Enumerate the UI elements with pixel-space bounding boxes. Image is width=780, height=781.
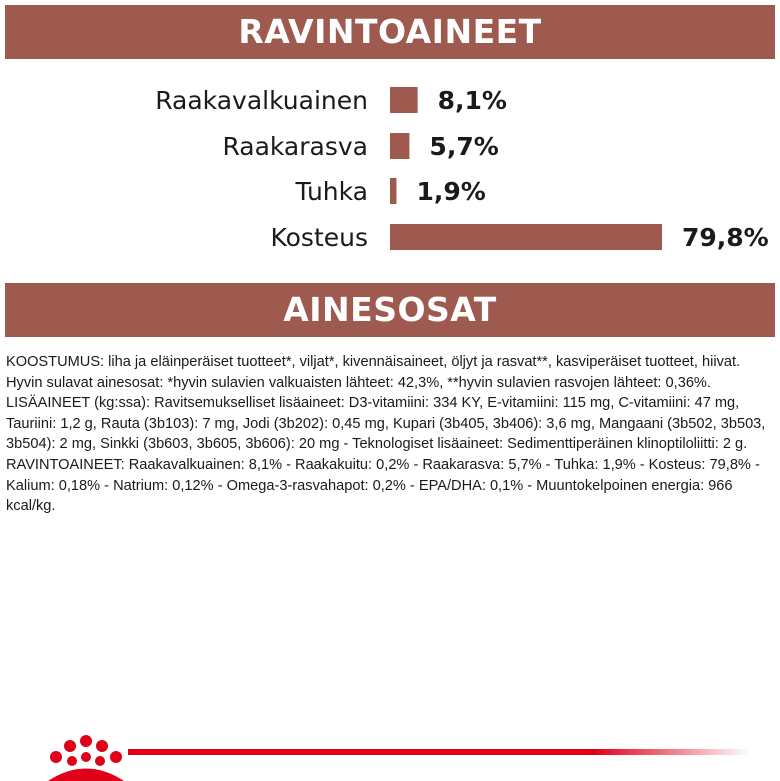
- nutrient-bar-chart: [0, 60, 780, 280]
- value-label: 79,8%: [682, 223, 769, 252]
- additives-paragraph: LISÄAINEET (kg:ssa): Ravitsemukselliset lisäaineet: D3-vitamiini: 334 KY, E-vitamiini: 115 mg, C-vitamiini: 47 mg, Tauriini: 1,2 g, Rauta (3b103): 7 mg, Jodi (3b202): 0,45 mg, Kupari (3b405, 3b406): 3,6 mg, Mangaani (3b502, 3b503, 3b504): 2 mg, Sinkki (3b603, 3b605, 3b606): 20 mg - Teknologiset lisäaineet: Sedimenttiperäinen klinoptiloliitti: 2 g.: [6, 395, 766, 453]
- ingredients-heading: AINESOSAT: [5, 283, 775, 337]
- bar: [390, 178, 396, 204]
- ingredients-text: [6, 352, 774, 517]
- nutrients-heading: RAVINTOAINEET: [5, 5, 775, 59]
- value-label: 8,1%: [437, 86, 507, 115]
- nutrients-paragraph: RAVINTOAINEET: Raakavalkuainen: 8,1% - Raakakuitu: 0,2% - Raakarasva: 5,7% - Tuhka: 1,9% - Kosteus: 79,8% - Kalium: 0,18% - Natrium: 0,12% - Omega-3-rasvahapot: 0,2% - EPA/DHA: 0,1% - Muuntokelpoinen energia: 966 kcal/kg.: [6, 456, 760, 515]
- category-label: Tuhka: [295, 177, 368, 206]
- bar: [390, 87, 418, 113]
- value-label: 1,9%: [416, 177, 486, 206]
- value-label: 5,7%: [429, 132, 499, 161]
- composition-paragraph: KOOSTUMUS: liha ja eläinperäiset tuotteet*, viljat*, kivennäisaineet, öljyt ja rasvat**, kasviperäiset tuotteet, hiivat. Hyvin sulavat ainesosat: *hyvin sulavien valkuaisten lähteet: 42,3%, **hyvin sulavien rasvojen lähteet: 0,36%.: [6, 354, 741, 391]
- category-label: Kosteus: [270, 223, 368, 252]
- category-label: Raakavalkuainen: [155, 86, 368, 115]
- category-label: Raakarasva: [222, 132, 368, 161]
- footer-brand: [0, 722, 780, 781]
- footer-accent-line: [128, 749, 750, 755]
- bar: [390, 133, 409, 159]
- bar: [390, 224, 662, 250]
- crown-icon: [48, 735, 124, 781]
